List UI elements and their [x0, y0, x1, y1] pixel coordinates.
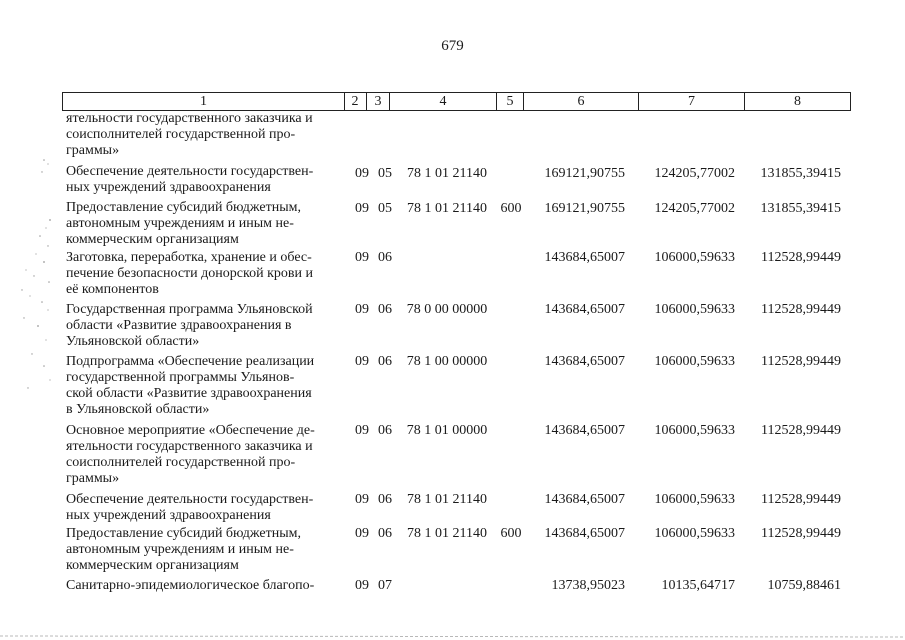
- row-amount-1: 13738,95023: [551, 578, 625, 593]
- row-name: Обеспечение деятельности государствен- ных учреждений здравоохранения: [66, 164, 314, 195]
- row-name: Государственная программа Ульяновской области «Развитие здравоохранения в Ульяновской области»: [66, 302, 313, 349]
- row-amount-1: 143684,65007: [544, 492, 625, 507]
- row-subsection: 05: [378, 166, 392, 181]
- row-subsection: 06: [378, 526, 392, 541]
- row-expense-type: 600: [500, 201, 522, 216]
- row-target-code: 78 1 01 21140: [407, 166, 487, 181]
- row-amount-2: 106000,59633: [654, 423, 735, 438]
- scan-artifact: [14, 150, 54, 400]
- header-col-6: 6: [524, 92, 639, 111]
- row-amount-2: 106000,59633: [654, 302, 735, 317]
- row-amount-2: 106000,59633: [654, 526, 735, 541]
- row-amount-1: 143684,65007: [544, 526, 625, 541]
- page-number: 679: [441, 38, 464, 54]
- row-target-code: 78 1 01 21140: [407, 526, 487, 541]
- row-name: ятельности государственного заказчика и соисполнителей государственной про- граммы»: [66, 111, 313, 158]
- row-target-code: 78 1 00 00000: [406, 354, 488, 369]
- row-section: 09: [355, 492, 369, 507]
- row-name: Подпрограмма «Обеспечение реализации государственной программы Ульянов- ской области «Развитие здравоохранения в Ульяновской области»: [66, 354, 315, 417]
- row-name: Предоставление субсидий бюджетным, автономным учреждениям и иным не- коммерческим организациям: [66, 200, 302, 247]
- row-amount-3: 112528,99449: [761, 526, 841, 541]
- row-subsection: 06: [378, 250, 392, 265]
- row-amount-2: 106000,59633: [654, 492, 735, 507]
- row-name: Обеспечение деятельности государствен- ных учреждений здравоохранения: [66, 492, 314, 523]
- row-name: Предоставление субсидий бюджетным, автономным учреждениям и иным не- коммерческим организациям: [66, 526, 302, 573]
- row-amount-1: 143684,65007: [544, 423, 625, 438]
- header-col-2: 2: [344, 92, 367, 111]
- row-target-code: 78 1 01 21140: [407, 492, 487, 507]
- row-amount-3: 112528,99449: [761, 492, 841, 507]
- row-section: 09: [355, 201, 369, 216]
- header-col-7: 7: [639, 92, 745, 111]
- row-target-code: 78 1 01 00000: [406, 423, 488, 438]
- header-col-3: 3: [367, 92, 390, 111]
- row-amount-3: 112528,99449: [761, 250, 841, 265]
- row-subsection: 06: [378, 302, 392, 317]
- row-amount-3: 131855,39415: [760, 201, 841, 216]
- row-section: 09: [355, 302, 369, 317]
- row-subsection: 06: [378, 492, 392, 507]
- row-amount-2: 106000,59633: [654, 354, 735, 369]
- header-col-4: 4: [390, 92, 497, 111]
- row-target-code: 78 0 00 00000: [406, 302, 488, 317]
- row-amount-1: 169121,90755: [544, 201, 625, 216]
- row-amount-3: 10759,88461: [767, 578, 841, 593]
- row-section: 09: [355, 526, 369, 541]
- row-amount-1: 143684,65007: [544, 354, 625, 369]
- row-section: 09: [355, 578, 369, 593]
- row-amount-2: 124205,77002: [654, 201, 735, 216]
- row-section: 09: [355, 423, 369, 438]
- header-col-5: 5: [497, 92, 524, 111]
- row-name: Заготовка, переработка, хранение и обес- печение безопасности донорской крови и её компонентов: [66, 250, 313, 297]
- row-section: 09: [355, 250, 369, 265]
- scan-edge-artifact: [0, 628, 905, 640]
- row-subsection: 05: [378, 201, 392, 216]
- row-section: 09: [355, 354, 369, 369]
- table-header: [62, 92, 851, 111]
- row-amount-3: 112528,99449: [761, 354, 841, 369]
- row-subsection: 06: [378, 354, 392, 369]
- header-col-1: 1: [62, 92, 345, 111]
- row-expense-type: 600: [500, 526, 522, 541]
- row-amount-2: 10135,64717: [661, 578, 735, 593]
- row-amount-2: 124205,77002: [654, 166, 735, 181]
- row-section: 09: [355, 166, 369, 181]
- row-amount-1: 169121,90755: [544, 166, 625, 181]
- row-subsection: 07: [378, 578, 392, 593]
- row-amount-3: 131855,39415: [760, 166, 841, 181]
- row-amount-3: 112528,99449: [761, 423, 841, 438]
- row-amount-2: 106000,59633: [654, 250, 735, 265]
- header-col-8: 8: [745, 92, 851, 111]
- row-amount-1: 143684,65007: [544, 302, 625, 317]
- row-amount-3: 112528,99449: [761, 302, 841, 317]
- row-target-code: 78 1 01 21140: [407, 201, 487, 216]
- row-name: Санитарно-эпидемиологическое благопо-: [66, 578, 315, 593]
- row-subsection: 06: [378, 423, 392, 438]
- row-amount-1: 143684,65007: [544, 250, 625, 265]
- row-name: Основное мероприятие «Обеспечение де- ятельности государственного заказчика и соисполнителей государственной про- граммы»: [66, 423, 315, 486]
